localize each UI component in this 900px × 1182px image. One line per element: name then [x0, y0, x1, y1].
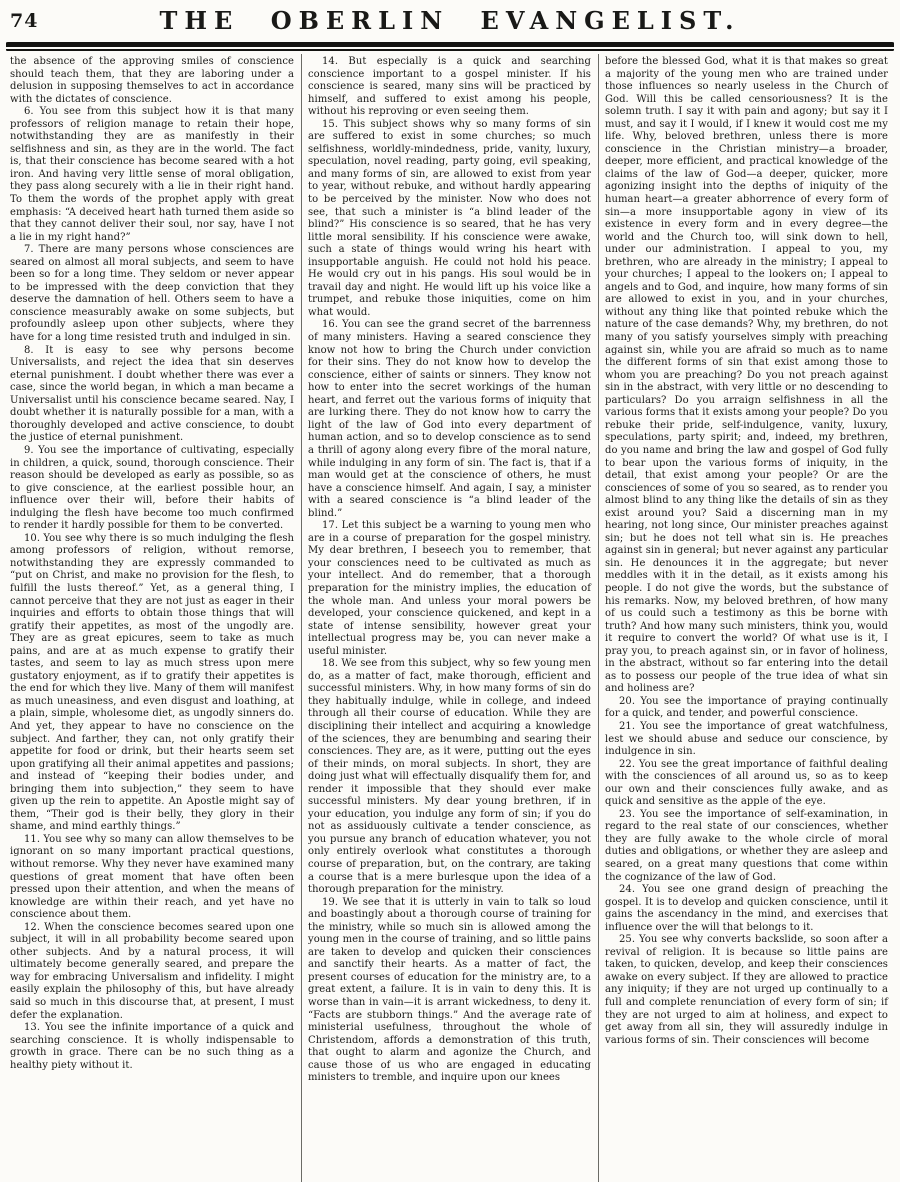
article-paragraph: the absence of the approving smiles of conscience should teach them, that they are laboring under a delusion in supposing themselves to act in accordance with the dictates of conscience.: [10, 56, 294, 105]
article-paragraph: 22. You see the great importance of faithful dealing with the consciences of all around us, so as to keep our own and their consciences fully awake, and as quick and sensitive as the apple of the eye.: [605, 758, 888, 808]
article-paragraph: 23. You see the importance of self-examination, in regard to the real state of our consciences, whether they are fully awake to the whole circle of moral duties and obligations, or whether they are asleep and seared, on a great many questions that come within the cognizance of the law of God.: [605, 808, 888, 883]
article-paragraph: 18. We see from this subject, why so few young men do, as a matter of fact, make thorough, efficient and successful ministers. Why, in how many forms of sin do they habitually indulge, while in college, and indeed through all their course of education. While they are disciplining their intellect and acquiring a knowledge of the sciences, they are benumbing and searing their consciences. They are, as it were, putting out the eyes of their minds, on moral subjects. In short, they are doing just what will effectually disqualify them for, and render it impossible that they should ever make successful ministers. My dear young brethren, if in your education, you indulge any form of sin; if you do not as assiduously cultivate a tender conscience, as you pursue any branch of education whatever, you not only entirely overlook what constitutes a thorough course of preparation, but, on the contrary, are taking a course that is a mere burlesque upon the idea of a thorough preparation for the ministry.: [308, 658, 591, 896]
masthead-title: THE OBERLIN EVANGELIST.: [159, 6, 741, 35]
article-columns: [4, 54, 896, 1182]
column-3: [598, 54, 895, 1182]
column-1: [4, 54, 301, 1182]
article-paragraph: 8. It is easy to see why persons become Universalists, and reject the idea that sin deserves eternal punishment. I doubt whether there was ever a case, since the world began, in which a man became a Universalist until his conscience became seared. Nay, I doubt whether it is naturally possible for a man, with a thoroughly developed and active conscience, to doubt the justice of eternal punishment.: [10, 344, 294, 444]
article-paragraph: 11. You see why so many can allow themselves to be ignorant on so many important practical questions, without remorse. Why they never have examined many questions of great moment that have often been pressed upon their attention, and when the means of knowledge are within their reach, and yet have no conscience about them.: [10, 833, 294, 921]
article-paragraph: 24. You see one grand design of preaching the gospel. It is to develop and quicken conscience, until it gains the ascendancy in the mind, and exercises that influence over the will that belongs to it.: [605, 884, 888, 933]
article-paragraph: 9. You see the importance of cultivating, especially in children, a quick, sound, thorough conscience. Their reason should be developed as early as possible, so as to give conscience, at the earliest possible hour, an influence over their will, before their habits of indulging the flesh have become too much confirmed to render it hardly possible for them to be converted.: [10, 444, 294, 532]
article-paragraph: 19. We see that it is utterly in vain to talk so loud and boastingly about a thorough course of training for the ministry, while so much sin is allowed among the young men in the course of training, and so little pains are taken to develop and quicken their consciences and sanctify their hearts. As a matter of fact, the present courses of education for the ministry are, to a great extent, a failure. It is in vain to deny this. It is worse than in vain—it is arrant wickedness, to deny it. “Facts are stubborn things.” And the average rate of ministerial usefulness, throughout the whole of Christendom, affords a demonstration of this truth, that ought to alarm and agonize the Church, and cause those of us who are engaged in educating ministers to tremble, and inquire upon our knees: [308, 896, 591, 1084]
article-paragraph: 6. You see from this subject how it is that many professors of religion manage to retain their hope, notwithstanding they are as manifestly in their selfishness and sin, as they are in the world. The fact is, that their conscience has become seared with a hot iron. And having very little sense of moral obligation, they pass along securely with a lie in their right hand. To them the words of the prophet apply with great emphasis: “A deceived heart hath turned them aside so that they cannot deliver their soul, nor say, have I not a lie in my right hand?”: [10, 106, 294, 243]
column-2: [301, 54, 598, 1182]
header-rule: [6, 42, 894, 51]
article-paragraph: 21. You see the importance of great watchfulness, lest we should abuse and seduce our conscience, by indulgence in sin.: [605, 720, 888, 758]
article-paragraph: 16. You can see the grand secret of the barrenness of many ministers. Having a seared conscience they know not how to bring the Church under conviction for their sins. They do not know how to develop the conscience, either of saints or sinners. They know not how to enter into the secret workings of the human heart, and ferret out the various forms of iniquity that are lurking there. They do not know how to carry the light of the law of God into every department of human action, and so to develop conscience as to send a thrill of agony along every fibre of the moral nature, while indulging in any form of sin. The fact is, that if a man would get at the conscience of others, he must have a conscience himself. And again, I say, a minister with a seared conscience is “a blind leader of the blind.”: [308, 319, 591, 519]
article-paragraph: 17. Let this subject be a warning to young men who are in a course of preparation for the gospel ministry. My dear brethren, I beseech you to remember, that your consciences need to be cultivated as much as your intellect. And do remember, that a thorough preparation for the ministry implies, the education of the whole man. And unless your moral powers be developed, your conscience quickened, and kept in a state of intense sensibility, however great your intellectual progress may be, you can never make a useful minister.: [308, 520, 591, 657]
article-paragraph: 12. When the conscience becomes seared upon one subject, it will in all probability become seared upon other subjects. And by a natural process, it will ultimately become generally seared, and prepare the way for embracing Universalism and infidelity. I might easily explain the philosophy of this, but have already said so much in this discourse that, at present, I must defer the explanation.: [10, 921, 294, 1021]
page-header: [0, 0, 900, 40]
article-paragraph: 7. There are many persons whose consciences are seared on almost all moral subjects, and seem to have been so for a long time. They seldom or never appear to be impressed with the deep conviction that they deserve the damnation of hell. Others seem to have a conscience measurably awake on some subjects, but profoundly asleep upon other subjects, where they have for a long time resisted truth and indulged in sin.: [10, 244, 294, 344]
article-paragraph: 25. You see why converts backslide, so soon after a revival of religion. It is because so little pains are taken, to quicken, develop, and keep their consciences awake on every subject. If they are allowed to practice any iniquity; if they are not urged up continually to a full and complete renunciation of every form of sin; if they are not urged to aim at holiness, and expect to get away from all sin, they will assuredly indulge in various forms of sin. Their consciences will become: [605, 934, 888, 1046]
page-number: 74: [10, 10, 39, 32]
article-paragraph: 14. But especially is a quick and searching conscience important to a gospel minister. If his conscience is seared, many sins will be practiced by himself, and suffered to exist among his people, without his reproving or even seeing them.: [308, 56, 591, 118]
article-paragraph: 13. You see the infinite importance of a quick and searching conscience. It is wholly indispensable to growth in grace. There can be no such thing as a healthy piety without it.: [10, 1022, 294, 1071]
article-paragraph: 20. You see the importance of praying continually for a quick, and tender, and powerful conscience.: [605, 695, 888, 720]
article-paragraph: 10. You see why there is so much indulging the flesh among professors of religion, without remorse, notwithstanding they are expressly commanded to “put on Christ, and make no provision for the flesh, to fulfill the lusts thereof.” Yet, as a general thing, I cannot perceive that they are not just as eager in their inquiries and efforts to obtain those things that will gratify their appetites, as most of the ungodly are. They are as great epicures, seem to take as much pains, and are at as much expense to gratify their tastes, and seem to lay as much stress upon mere gustatory enjoyment, as if to gratify their appetites is the end for which they live. Many of them will manifest as much uneasiness, and even disgust and loathing, at a plain, simple, wholesome diet, as ungodly sinners do. And yet, they appear to have no conscience on the subject. And farther, they can, not only gratify their appetite for food or drink, but their hearts seem set upon gratifying all their animal appetites and passions; and instead of “keeping their bodies under, and bringing them into subjection,” they seem to have given up the rein to appetite. An Apostle might say of them, “Their god is their belly, they glory in their shame, and mind earthly things.”: [10, 532, 294, 833]
article-paragraph: 15. This subject shows why so many forms of sin are suffered to exist in some churches; so much selfishness, worldly-mindedness, pride, vanity, luxury, speculation, novel reading, party going, evil speaking, and many forms of sin, are allowed to exist from year to year, without rebuke, and without hardly appearing to be perceived by the minister. Now who does not see, that such a minister is “a blind leader of the blind?” His conscience is so seared, that he has very little moral sensibility. If his conscience were awake, such a state of things would wring his heart with insupportable anguish. He could not hold his peace. He would cry out in his pangs. His soul would be in travail day and night. He would lift up his voice like a trumpet, and rebuke those iniquities, come on him what would.: [308, 118, 591, 318]
article-paragraph: before the blessed God, what it is that makes so great a majority of the young men who are trained under those influences so nearly useless in the Church of God. Will this be called censoriousness? It is the solemn truth. I say it with pain and agony; but say it I must, and say it I would, if I knew it would cost me my life. Why, beloved brethren, unless there is more conscience in the Christian ministry—a broader, deeper, more efficient, and practical knowledge of the claims of the law of God—a deeper, quicker, more agonizing insight into the depths of iniquity of the human heart—a greater abhorrence of every form of sin—a more insupportable agony in view of its existence in every form and in every degree—the world and the Church too, will sink down to hell, under our administration. I appeal to you, my brethren, who are already in the ministry; I appeal to your churches; I appeal to the lookers on; I appeal to angels and to God, and inquire, how many forms of sin are allowed to exist in you, and in your churches, without any thing like that pointed rebuke which the nature of the case demands? Why, my brethren, do not many of you satisfy yourselves simply with preaching against sin, while you are afraid so much as to name the different forms of sin that exist among those to whom you are preaching? Do you not preach against sin in the abstract, with very little or no descending to particulars? Do you arraign selfishness in all the various forms that it exists among your people? Do you rebuke their pride, self-indulgence, vanity, luxury, speculations, party spirit; and, indeed, my brethren, do you name and bring the law and gospel of God fully to bear upon the various forms of iniquity, in the detail, that exist among your people? Or are the consciences of some of you so seared, as to render you almost blind to any thing like the details of sin as they exist around you? Said a discerning man in my hearing, not long since, Our minister preaches against sin; but he does not tell what sin is. He preaches against sin in general; but never against any particular sin. He denounces it in the aggregate; but never meddles with it in the detail, as it exists among his people. I do not give the words, but the substance of his remarks. Now, my beloved brethren, of how many of us could such a testimony as this be borne with truth? And how many such ministers, think you, would it require to convert the world? Of what use is it, I pray you, to preach against sin, or in favor of holiness, in the abstract, without so far entering into the detail as to possess our people of the true idea of what sin and holiness are?: [605, 56, 888, 695]
